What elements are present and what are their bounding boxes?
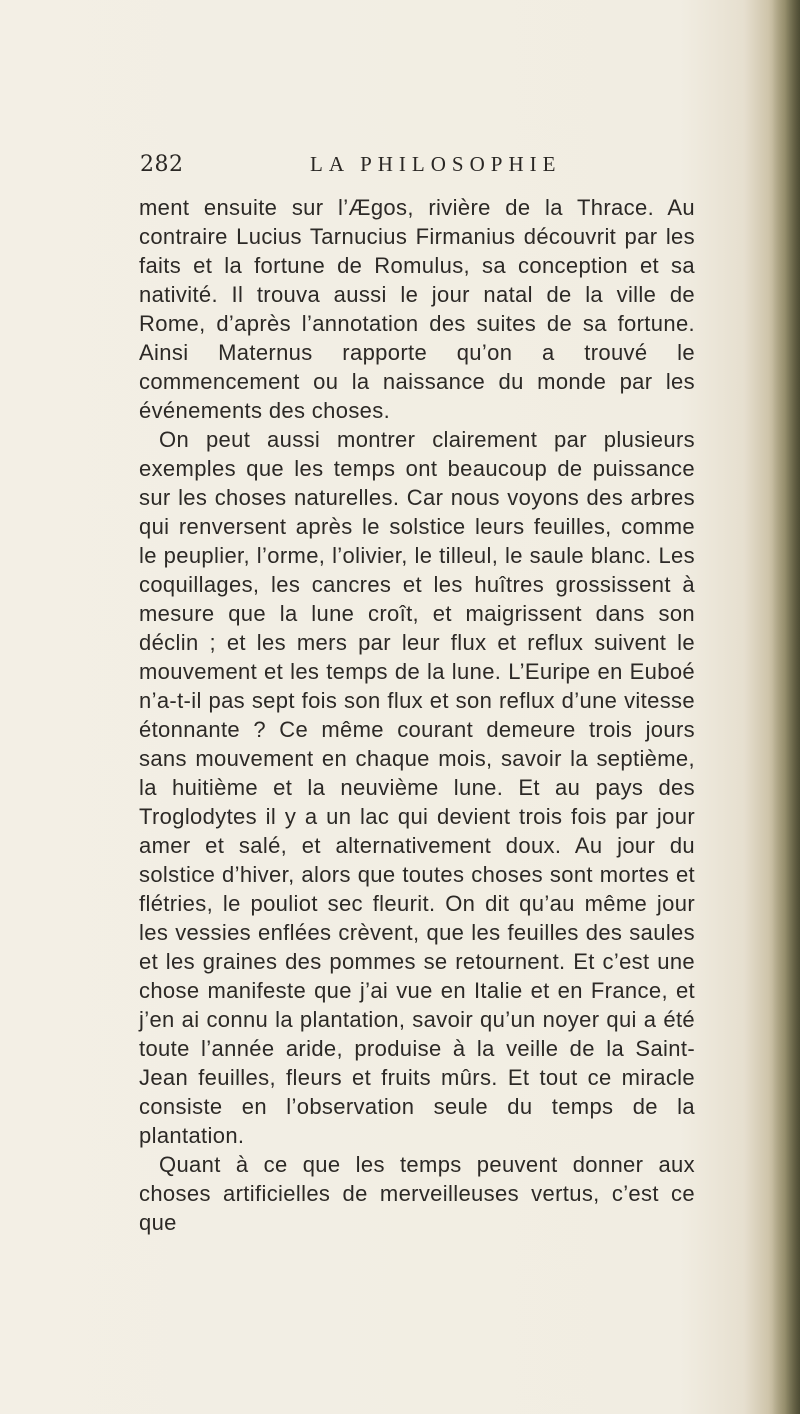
paragraph: On peut aussi montrer clairement par plusieurs exemples que les temps ont beaucoup de puissance sur les choses naturelles. Car nous voyons des arbres qui renversent après le solstice leurs feuilles, comme le peuplier, l’orme, l’olivier, le tilleul, le saule blanc. Les coquillages, les cancres et les huîtres grossissent à mesure que la lune croît, et maigrissent dans son déclin ; et les mers par leur flux et reflux suivent le mouvement et les temps de la lune. L’Euripe en Euboé n’a-t-il pas sept fois son flux et son reflux d’une vitesse étonnante ? Ce même courant demeure trois jours sans mouvement en chaque mois, savoir la septième, la huitième et la neuvième lune. Et au pays des Troglodytes il y a un lac qui devient trois fois par jour amer et salé, et alternativement doux. Au jour du solstice d’hiver, alors que toutes choses sont mortes et flétries, le pouliot sec fleurit. On dit qu’au même jour les vessies enflées crèvent, que les feuilles des saules et les graines des pommes se retournent. Et c’est une chose manifeste que j’ai vue en Italie et en France, et j’en ai connu la plantation, savoir qu’un noyer qui a été toute l’année aride, produise à la veille de la Saint-Jean feuilles, fleurs et fruits mûrs. Et tout ce miracle consiste en l’observation seule du temps de la plantation. [139, 427, 695, 1148]
paragraph: Quant à ce que les temps peuvent donner aux choses artificielles de merveilleuses vertus, c’est ce que [139, 1152, 695, 1235]
page-edge-shadow [772, 0, 800, 1414]
running-title: LA PHILOSOPHIE [310, 152, 562, 176]
paragraph-continuation: ment ensuite sur l’Ægos, rivière de la Thrace. Au contraire Lucius Tarnucius Firmanius découvrit par les faits et la fortune de Romulus, sa conception et sa nativité. Il trouva aussi le jour natal de la ville de Rome, d’après l’annotation des suites de sa fortune. Ainsi Maternus rapporte qu’on a trouvé le commencement ou la naissance du monde par les événements des choses. [139, 195, 695, 423]
page-number: 282 [140, 152, 184, 177]
page-header [140, 152, 700, 192]
body-text [139, 193, 695, 1237]
